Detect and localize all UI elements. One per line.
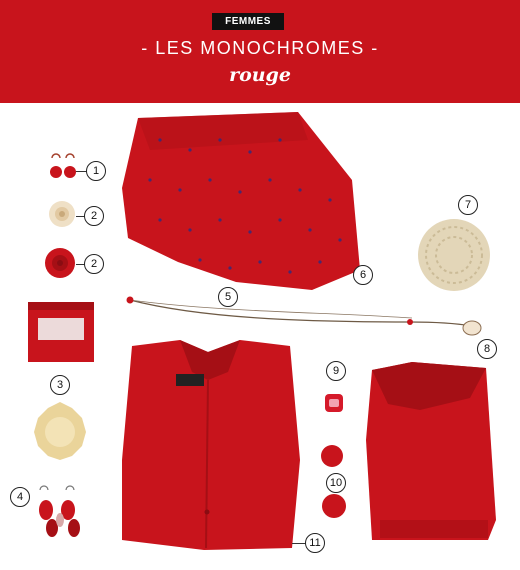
callout-6: 6 <box>353 265 373 285</box>
round-sponge-icon[interactable] <box>418 219 490 291</box>
callout-2-red: 2 <box>84 254 104 274</box>
beige-flower-hairclip-icon[interactable] <box>49 201 75 227</box>
red-leaf-earrings-icon[interactable] <box>39 486 80 537</box>
page-title: - LES MONOCHROMES - <box>141 38 379 58</box>
soap-bar-icon[interactable] <box>34 402 86 460</box>
category-tag: FEMMES <box>212 13 284 30</box>
callout-1: 1 <box>86 161 106 181</box>
red-folded-sweater-icon[interactable] <box>366 362 496 540</box>
callout-9: 9 <box>326 361 346 381</box>
red-ring-icon[interactable] <box>325 394 343 412</box>
page-subtitle: rouge <box>229 64 291 86</box>
long-necklace-icon[interactable] <box>127 297 482 336</box>
callout-line <box>292 543 306 544</box>
red-cardigan-icon[interactable] <box>122 340 300 550</box>
callout-5: 5 <box>218 287 238 307</box>
red-patterned-scarf-icon[interactable] <box>122 112 360 290</box>
callout-8: 8 <box>477 339 497 359</box>
red-flower-hairclip-icon[interactable] <box>45 248 75 278</box>
callout-4: 4 <box>10 487 30 507</box>
callout-11: 11 <box>305 533 325 553</box>
callout-2-beige: 2 <box>84 206 104 226</box>
soap-box-icon[interactable] <box>28 302 94 362</box>
red-pompom-earrings-icon[interactable] <box>50 154 76 178</box>
callout-3: 3 <box>50 375 70 395</box>
callout-10: 10 <box>326 473 346 493</box>
callout-7: 7 <box>458 195 478 215</box>
